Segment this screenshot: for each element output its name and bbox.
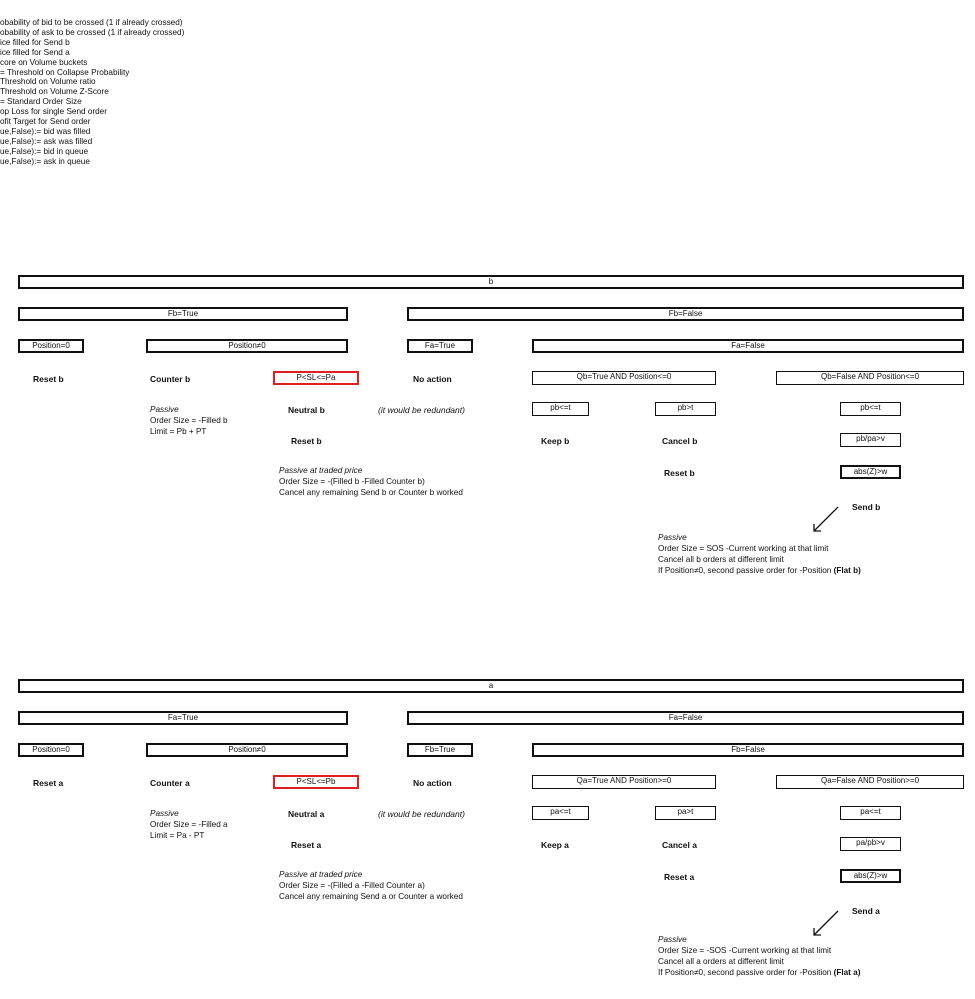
neutral-note-line: Cancel any remaining Send a or Counter a worked	[279, 892, 463, 901]
flat-label-b: (Flat b)	[833, 566, 861, 575]
legend-line: obability of bid to be crossed (1 if already crossed)	[0, 18, 183, 27]
cancel-action-b: Cancel b	[662, 436, 698, 446]
counter-note-line: Passive	[150, 405, 179, 414]
legend-line: ice filled for Send b	[0, 37, 70, 47]
legend-line: op Loss for single Send order	[0, 107, 107, 117]
position-zero-node-a: Position=0	[18, 743, 84, 757]
counter-action-a: Counter a	[150, 778, 190, 788]
opposite-filled-false-node-b: Fa=False	[532, 339, 964, 353]
counter-note-line: Order Size = -Filled b	[150, 416, 228, 425]
position-nonzero-node-b: Position≠0	[146, 339, 348, 353]
queue-false-node-a: Qa=False AND Position>=0	[776, 775, 964, 789]
opposite-filled-true-node-b: Fa=True	[407, 339, 473, 353]
keep-action-b: Keep b	[541, 436, 570, 446]
prob-below-threshold-2-a: pa<=t	[840, 806, 901, 820]
send-note-a	[658, 934, 860, 978]
neutral-action-a: Neutral a	[288, 809, 325, 819]
counter-note-b	[150, 404, 228, 437]
counter-note-line: Limit = Pb + PT	[150, 427, 207, 436]
keep-action-a: Keep a	[541, 840, 569, 850]
neutral-action-b: Neutral b	[288, 405, 325, 415]
send-action-b: Send b	[852, 502, 881, 512]
send-note-line: Cancel all a orders at different limit	[658, 957, 784, 966]
branch-filled-false-b: Fb=False	[407, 307, 964, 321]
neutral-note-a	[279, 869, 463, 902]
legend-line: Threshold on Volume ratio	[0, 77, 96, 87]
send-note-line: If Position≠0, second passive order for -Position	[658, 968, 834, 977]
send-note-line: Passive	[658, 935, 687, 944]
reset-after-cancel-a: Reset a	[664, 872, 695, 882]
stop-loss-check-a: P<SL<=Pb	[273, 775, 359, 789]
counter-note-line: Limit = Pa - PT	[150, 831, 205, 840]
send-action-a: Send a	[852, 906, 880, 916]
root-node-b: b	[18, 275, 964, 289]
send-note-line: Order Size = -SOS -Current working at that limit	[658, 946, 832, 955]
redundant-note-b: (it would be redundant)	[378, 405, 465, 415]
stop-loss-check-b: P<SL<=Pa	[273, 371, 359, 385]
legend-line: = Threshold on Collapse Probability	[0, 67, 130, 77]
queue-true-node-b: Qb=True AND Position<=0	[532, 371, 716, 385]
send-note-line: Cancel all b orders at different limit	[658, 555, 784, 564]
position-zero-node-b: Position=0	[18, 339, 84, 353]
counter-action-b: Counter b	[150, 374, 191, 384]
redundant-note-a: (it would be redundant)	[378, 809, 465, 819]
neutral-note-b	[279, 465, 463, 498]
prob-below-threshold-2-b: pb<=t	[840, 402, 901, 416]
queue-true-node-a: Qa=True AND Position>=0	[532, 775, 716, 789]
volume-ratio-check-b: pb/pa>v	[840, 433, 901, 447]
send-note-b	[658, 532, 861, 576]
legend-line: ue,False):= ask was filled	[0, 136, 93, 146]
neutral-note-line: Order Size = -(Filled a -Filled Counter a)	[279, 881, 425, 890]
volume-ratio-check-a: pa/pb>v	[840, 837, 901, 851]
legend-line: ice filled for Send a	[0, 47, 70, 57]
prob-above-threshold-b: pb>t	[655, 402, 716, 416]
no-action-a: No action	[413, 778, 452, 788]
position-nonzero-node-a: Position≠0	[146, 743, 348, 757]
branch-filled-false-a: Fa=False	[407, 711, 964, 725]
reset-after-cancel-b: Reset b	[664, 468, 695, 478]
send-note-line: Order Size = SOS -Current working at that limit	[658, 544, 829, 553]
prob-below-threshold-a: pa<=t	[532, 806, 589, 820]
neutral-reset-a: Reset a	[291, 840, 322, 850]
opposite-filled-false-node-a: Fb=False	[532, 743, 964, 757]
zscore-check-a: abs(Z)>w	[840, 869, 901, 883]
send-note-line: If Position≠0, second passive order for -Position	[658, 566, 834, 575]
reset-action-a: Reset a	[33, 778, 64, 788]
neutral-note-line: Passive at traded price	[279, 870, 363, 879]
zscore-check-b: abs(Z)>w	[840, 465, 901, 479]
counter-note-line: Order Size = -Filled a	[150, 820, 228, 829]
queue-false-node-b: Qb=False AND Position<=0	[776, 371, 964, 385]
prob-above-threshold-a: pa>t	[655, 806, 716, 820]
send-note-line: Passive	[658, 533, 687, 542]
legend-line: ue,False):= bid was filled	[0, 126, 91, 136]
legend-line: core on Volume buckets	[0, 57, 88, 67]
cancel-action-a: Cancel a	[662, 840, 697, 850]
reset-action-b: Reset b	[33, 374, 64, 384]
legend-line: ue,False):= bid in queue	[0, 146, 89, 156]
no-action-b: No action	[413, 374, 452, 384]
root-node-a: a	[18, 679, 964, 693]
neutral-note-line: Cancel any remaining Send b or Counter b worked	[279, 488, 463, 497]
neutral-reset-b: Reset b	[291, 436, 322, 446]
counter-note-line: Passive	[150, 809, 179, 818]
counter-note-a	[150, 808, 228, 841]
legend-line: obability of ask to be crossed (1 if already crossed)	[0, 27, 185, 37]
flat-label-a: (Flat a)	[833, 968, 861, 977]
legend-line: = Standard Order Size	[0, 97, 82, 107]
branch-filled-true-a: Fa=True	[18, 711, 348, 725]
legend-line: ofit Target for Send order	[0, 117, 91, 127]
opposite-filled-true-node-a: Fb=True	[407, 743, 473, 757]
variable-legend	[0, 18, 300, 167]
legend-line: Threshold on Volume Z-Score	[0, 87, 109, 97]
prob-below-threshold-b: pb<=t	[532, 402, 589, 416]
branch-filled-true-b: Fb=True	[18, 307, 348, 321]
arrow-icon	[810, 505, 842, 535]
neutral-note-line: Order Size = -(Filled b -Filled Counter b)	[279, 477, 425, 486]
neutral-note-line: Passive at traded price	[279, 466, 363, 475]
legend-line: ue,False):= ask in queue	[0, 156, 90, 166]
